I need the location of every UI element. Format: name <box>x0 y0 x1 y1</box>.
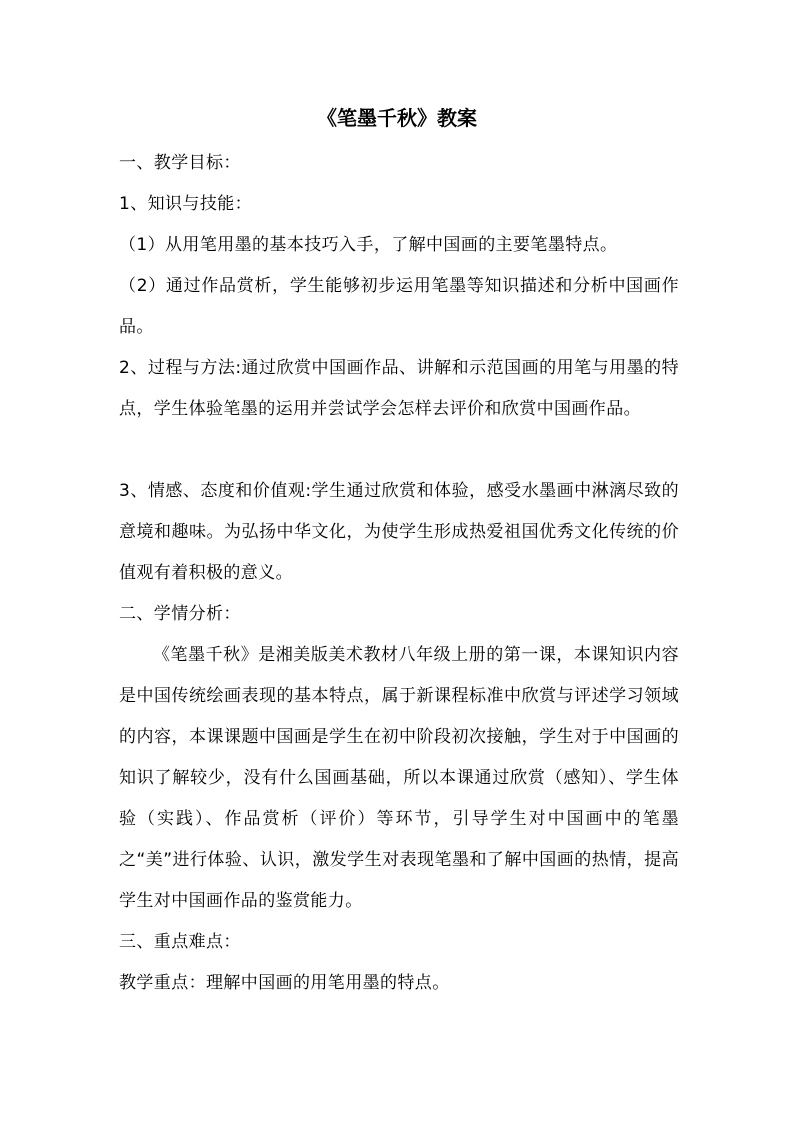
paragraph-emotion-values: 3、情感、态度和价值观:学生通过欣赏和体验，感受水墨画中淋漓尽致的意境和趣味。为弘扬中华文化，为使学生形成热爱祖国优秀文化传统的价值观有着积极的意义。 <box>119 481 679 583</box>
paragraph-process-methods: 2、过程与方法:通过欣赏中国画作品、讲解和示范国画的用笔与用墨的特点，学生体验笔墨的运用并尝试学会怎样去评价和欣赏中国画作品。 <box>119 358 679 419</box>
list-item-1: （1）从用笔用墨的基本技巧入手，了解中国画的主要笔墨特点。 <box>119 235 618 255</box>
section-heading-key-points: 三、重点难点： <box>119 932 241 952</box>
document-title: 《笔墨千秋》教案 <box>317 106 477 130</box>
section-heading-objectives: 一、教学目标： <box>119 153 241 173</box>
key-point-text: 教学重点：理解中国画的用笔用墨的特点。 <box>119 973 450 993</box>
paragraph-student-analysis: 《笔墨千秋》是湘美版美术教材八年级上册的第一课，本课知识内容是中国传统绘画表现的基本特点，属于新课程标准中欣赏与评述学习领域的内容，本课课题中国画是学生在初中阶段初次接触，学生对于中国画的知识了解较少，没有什么国画基础，所以本课通过欣赏（感知）、学生体验（实践）、作品赏析（评价）等环节，引导学生对中国画中的笔墨之“美”进行体验、认识，激发学生对表现笔墨和了解中国画的热情，提高学生对中国画作品的鉴赏能力。 <box>119 645 679 911</box>
list-item-2: （2）通过作品赏析，学生能够初步运用笔墨等知识描述和分析中国画作品。 <box>119 276 679 337</box>
subheading-knowledge-skills: 1、知识与技能： <box>119 194 253 214</box>
section-heading-analysis: 二、学情分析： <box>119 604 241 624</box>
